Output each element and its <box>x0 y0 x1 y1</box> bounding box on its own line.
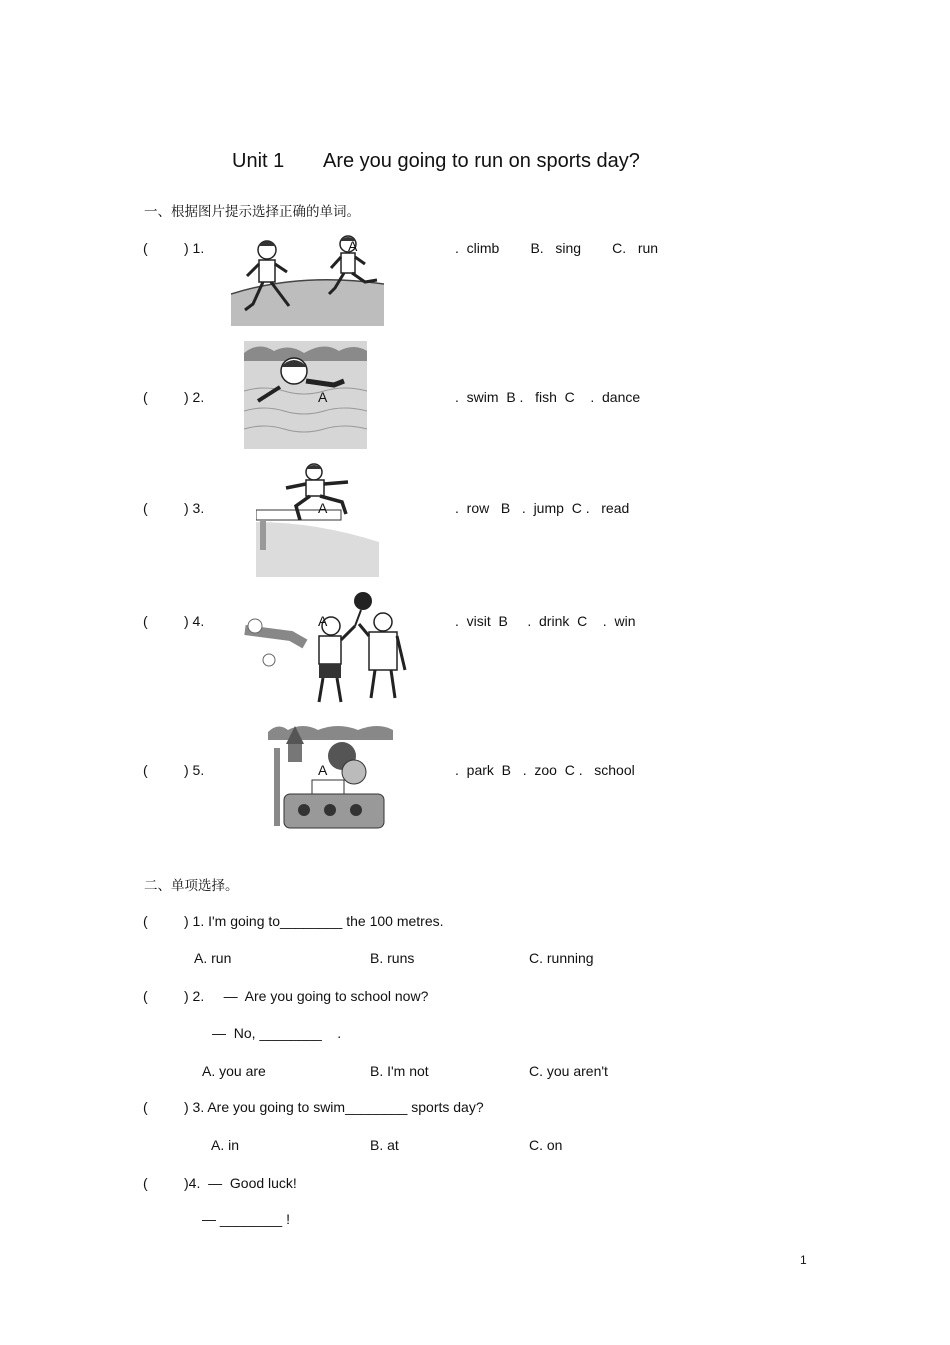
s2-q1-option-b: B. runs <box>370 950 415 966</box>
park-illustration <box>268 722 393 830</box>
swimming-illustration <box>244 341 367 449</box>
s2-q3-stem: ) 3. Are you going to swim________ sports day? <box>184 1099 484 1115</box>
section2-heading: 二、单项选择。 <box>144 878 239 894</box>
s2-q3-option-c: C. on <box>529 1137 563 1153</box>
s2-q2-option-a: A. you are <box>202 1063 266 1079</box>
s2-q2-paren: ( <box>143 988 148 1004</box>
running-illustration <box>231 232 384 326</box>
q3-paren: ( <box>143 500 148 516</box>
s2-q4-stem: )4. — Good luck! <box>184 1175 297 1191</box>
s2-q4-reply: — ________ ! <box>202 1211 290 1227</box>
q4-options: . visit B . drink C . win <box>455 613 636 629</box>
section1-heading: 一、根据图片提示选择正确的单词。 <box>144 204 360 220</box>
s2-q2-option-b: B. I'm not <box>370 1063 429 1079</box>
s2-q3-option-a: A. in <box>211 1137 240 1153</box>
jumping-illustration <box>256 462 379 577</box>
page-number: 1 <box>800 1253 807 1267</box>
s2-q1-stem: ) 1. I'm going to________ the 100 metres. <box>184 913 444 929</box>
q4-paren: ( <box>143 613 148 629</box>
unit-label: Unit 1 <box>232 150 285 172</box>
q3-options: . row B . jump C . read <box>455 500 630 516</box>
q3-option-a-label: A <box>318 500 328 516</box>
page-title: Are you going to run on sports day? <box>323 150 640 172</box>
winner-illustration <box>241 588 409 706</box>
s2-q2-stem: ) 2. — Are you going to school now? <box>184 988 429 1004</box>
q2-option-a-label: A <box>318 389 328 405</box>
q1-paren: ( <box>143 240 148 256</box>
q1-option-a-label: A <box>348 238 358 254</box>
q2-options: . swim B . fish C . dance <box>455 389 641 405</box>
q5-options: . park B . zoo C . school <box>455 762 635 778</box>
q4-number: ) 4. <box>184 613 205 629</box>
q2-number: ) 2. <box>184 389 205 405</box>
s2-q1-paren: ( <box>143 913 148 929</box>
s2-q2-option-c: C. you aren't <box>529 1063 608 1079</box>
q5-option-a-label: A <box>318 762 328 778</box>
q3-number: ) 3. <box>184 500 205 516</box>
q1-options: . climb B. sing C. run <box>455 240 659 256</box>
s2-q3-option-b: B. at <box>370 1137 399 1153</box>
s2-q1-option-c: C. running <box>529 950 594 966</box>
q2-paren: ( <box>143 389 148 405</box>
s2-q1-option-a: A. run <box>194 950 232 966</box>
s2-q3-paren: ( <box>143 1099 148 1115</box>
q4-option-a-label: A <box>318 613 328 629</box>
q5-paren: ( <box>143 762 148 778</box>
s2-q2-reply: — No, ________ . <box>212 1025 342 1041</box>
q5-number: ) 5. <box>184 762 205 778</box>
s2-q4-paren: ( <box>143 1175 148 1191</box>
q1-number: ) 1. <box>184 240 205 256</box>
